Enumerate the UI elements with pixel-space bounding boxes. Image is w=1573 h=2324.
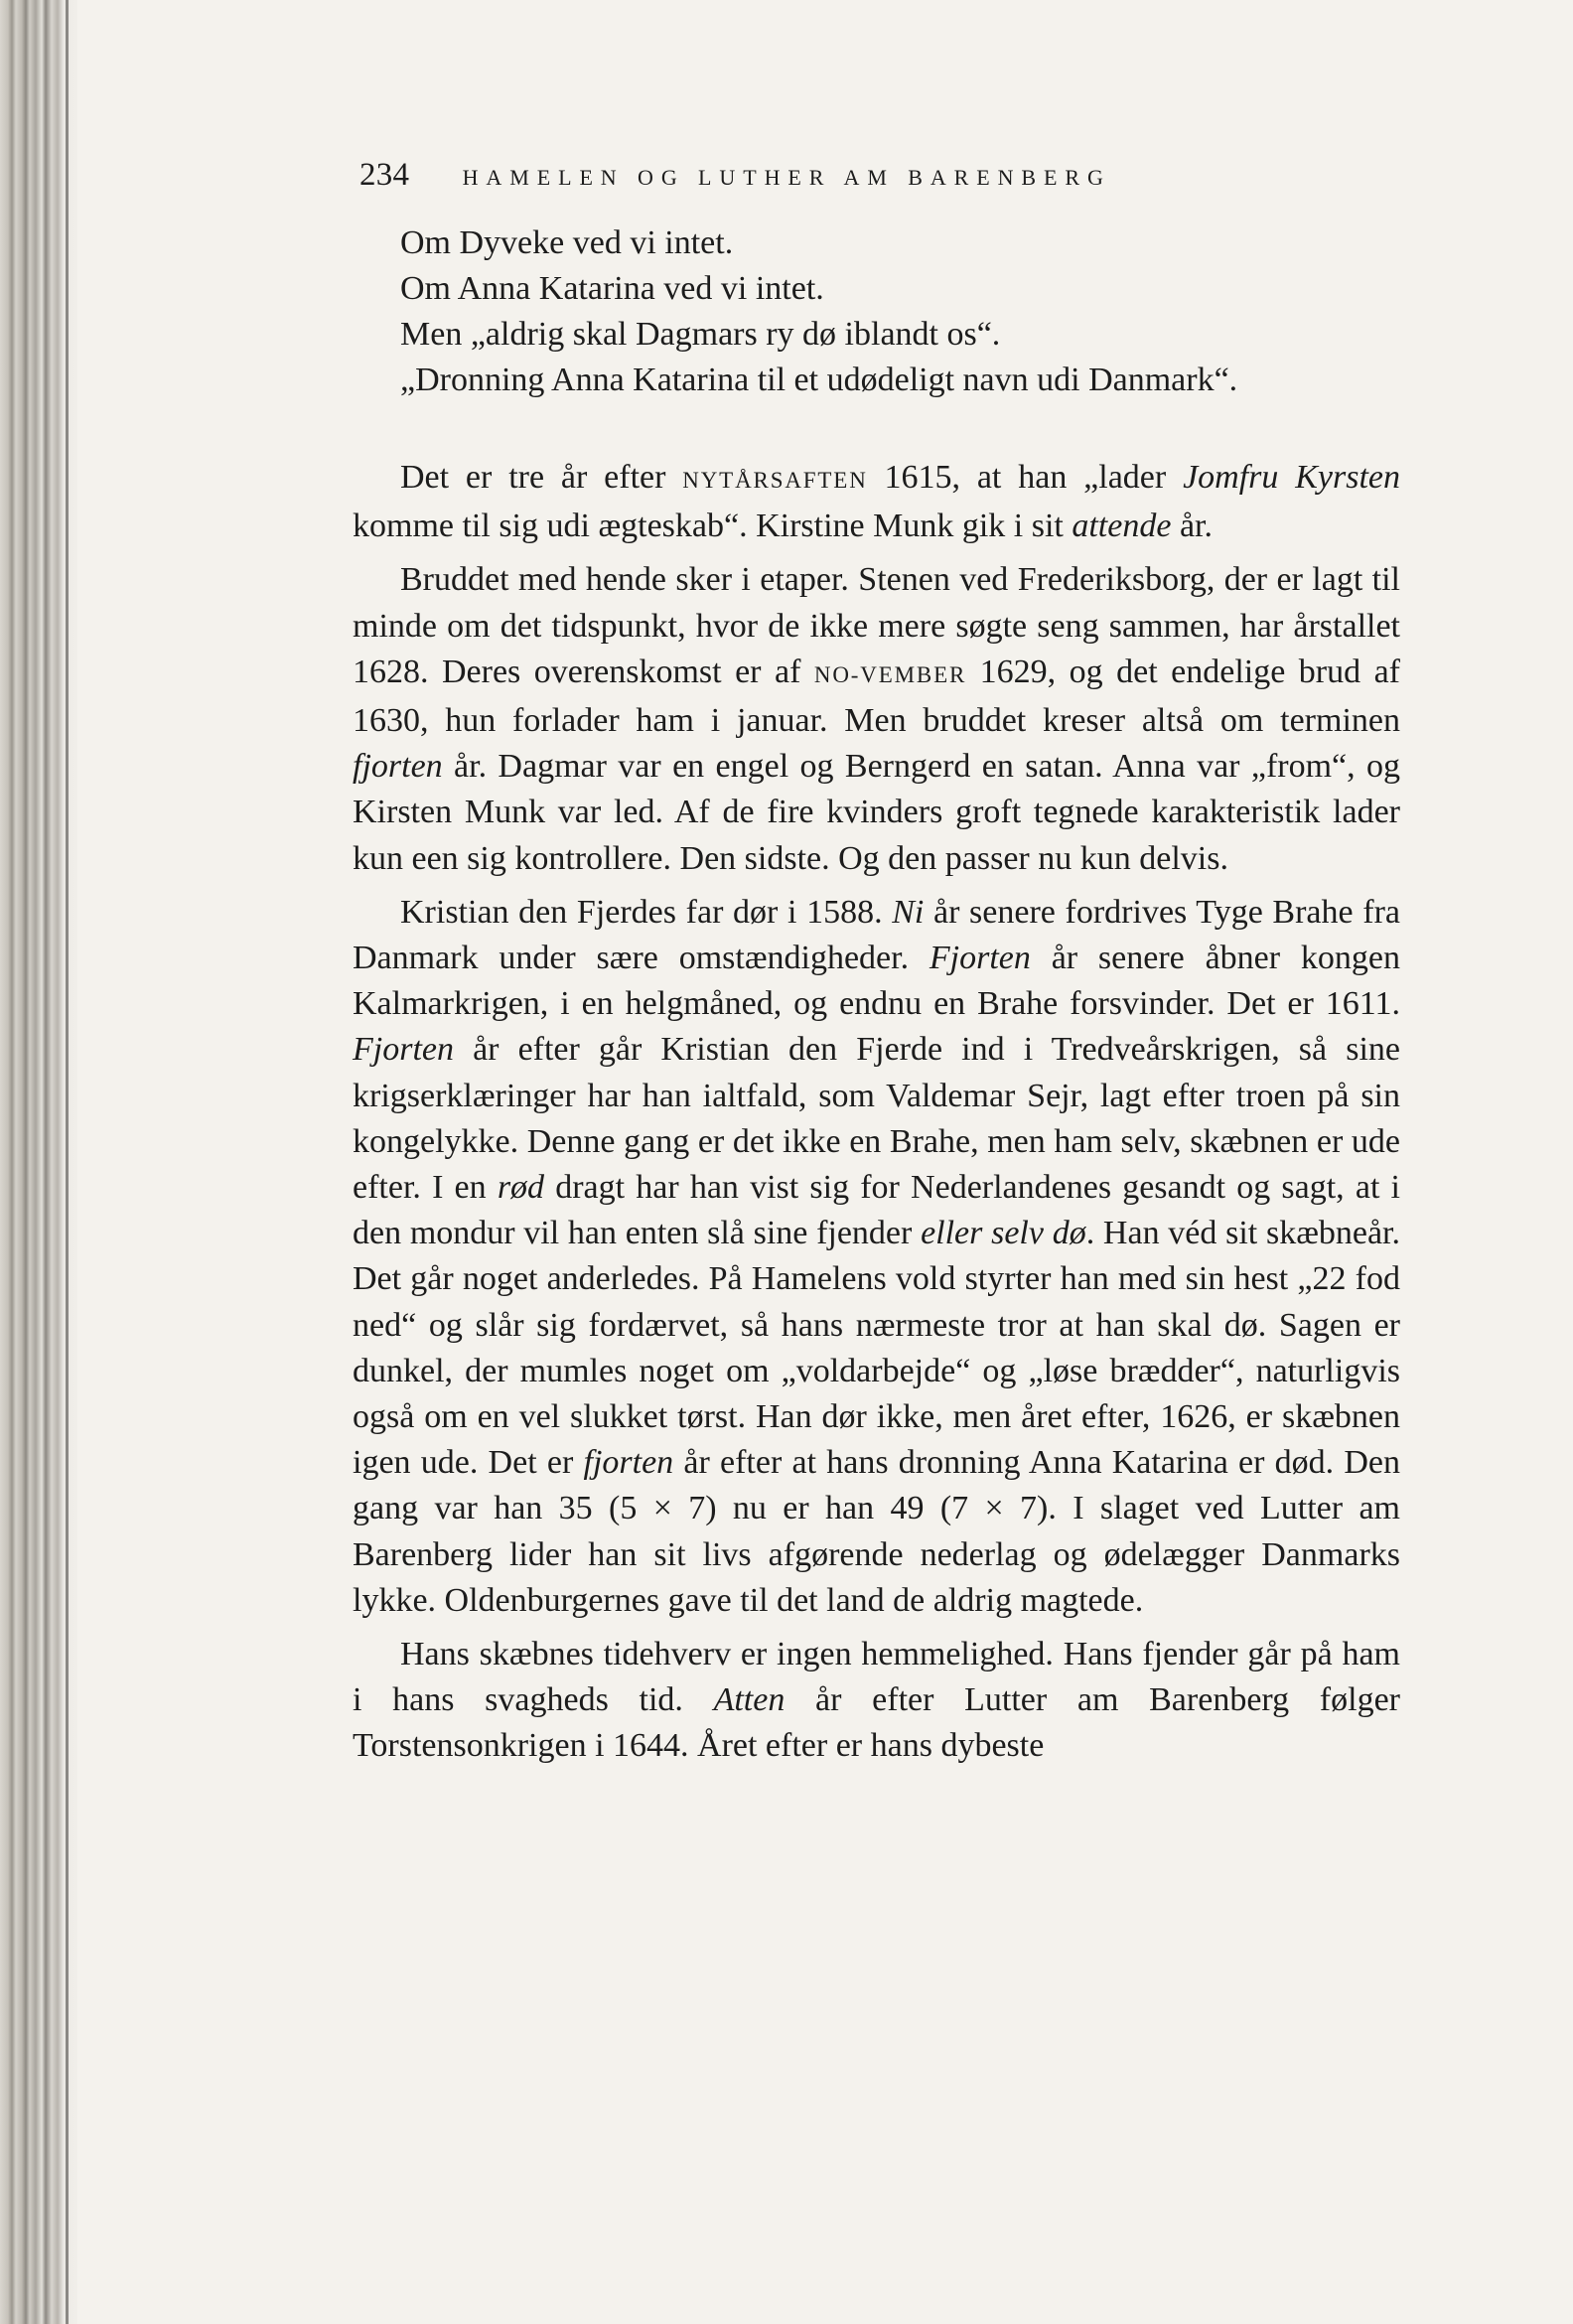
text-run: Det er tre år efter: [400, 459, 683, 496]
italic-text: fjorten: [583, 1444, 674, 1482]
text-run: Hans skæbnes tidehverv er ingen hemmelighed. Hans fjender går på ham i hans svagheds tid.: [353, 1636, 1400, 1719]
page-header: [359, 157, 1273, 197]
italic-text: rød: [497, 1169, 545, 1207]
text-run: Bruddet med hende sker i etaper. Stenen ved Frederiksborg, der er lagt til minde om det tidspunkt, hvor de ikke mere søgte seng sammen, har årstallet 1628. Deres overenskomst er af: [353, 561, 1400, 690]
text-run: år senere fordrives Tyge Brahe fra Danmark under sære omstændigheder.: [353, 893, 1400, 977]
italic-text: Fjorten: [929, 940, 1031, 977]
verse-block: [400, 220, 1393, 403]
paragraph: [353, 557, 1400, 881]
italic-text: Ni: [892, 893, 925, 931]
italic-text: eller selv dø: [921, 1215, 1086, 1252]
text-run: år.: [1171, 508, 1213, 545]
text-run: 1629, og det endelige brud af 1630, hun forlader ham i januar. Men bruddet kreser altså om terminen: [353, 653, 1400, 740]
paragraph: [353, 455, 1400, 549]
small-caps-text: NO-VEMBER: [813, 661, 967, 687]
verse-line: „Dronning Anna Katarina til et udødeligt navn udi Danmark“.: [400, 362, 1238, 398]
italic-text: fjorten: [353, 748, 443, 786]
verse-line: Om Anna Katarina ved vi intet.: [400, 270, 824, 307]
italic-text: attende: [1072, 508, 1172, 545]
paragraph: [353, 1632, 1400, 1770]
body-text: [353, 455, 1400, 1770]
text-run: år. Dagmar var en engel og Berngerd en satan. Anna var „from“, og Kirsten Munk var led. Af de fire kvinders groft tegnede karakteristik lader kun een sig kontrollere. Den sidste. Og den passer nu kun delvis.: [353, 748, 1400, 877]
text-run: år senere åbner kongen Kalmarkrigen, i en helgmåned, og endnu en Brahe forsvinder. Det er 1611.: [353, 940, 1400, 1023]
text-run: år efter Lutter am Barenberg følger Torstensonkrigen i 1644. Året efter er hans dybeste: [353, 1681, 1400, 1765]
small-caps-text: NYTÅRSAFTEN: [682, 468, 868, 493]
text-run: dragt har han vist sig for Nederlandenes gesandt og sagt, at i den mondur vil han enten slå sine fjender: [353, 1169, 1401, 1252]
text-run: år efter går Kristian den Fjerde ind i Tredveårskrigen, så sine krigserklæringer har han ialtfald, som Valdemar Sejr, lagt efter troen på sin kongelykke. Denne gang er det ikke en Brahe, men ham selv, skæbnen er ude efter. I en: [353, 1031, 1400, 1207]
italic-text: Atten: [713, 1681, 786, 1719]
text-run: år efter at hans dronning Anna Katarina er død. Den gang var han 35 (5 × 7) nu er han 49 (7 × 7). I slaget ved Lutter am Barenberg lider han sit livs afgørende nederlag og ødelægger Danmarks lykke. Oldenburgernes gave til det land de aldrig magtede.: [353, 1444, 1400, 1619]
text-run: . Han véd sit skæbneår. Det går noget anderledes. På Hamelens vold styrter han med sin hest „22 fod ned“ og slår sig fordærvet, så hans nærmeste tror at han skal dø. Sagen er dunkel, der mumles noget om „voldarbejde“ og „løse brædder“, naturligvis også om en vel slukket tørst. Han dør ikke, men året efter, 1626, er skæbnen igen ude. Det er: [353, 1215, 1400, 1482]
book-binding: [0, 0, 77, 2324]
italic-text: Jomfru Kyrsten: [1183, 459, 1400, 496]
running-head: HAMELEN OG LUTHER AM BARENBERG: [462, 165, 1111, 190]
verse-line: Om Dyveke ved vi intet.: [400, 224, 734, 261]
verse-line: Men „aldrig skal Dagmars ry dø iblandt os“.: [400, 316, 1001, 353]
text-run: Kristian den Fjerdes far dør i 1588.: [400, 893, 893, 931]
paragraph: [353, 890, 1400, 1624]
text-run: komme til sig udi ægteskab“. Kirstine Munk gik i sit: [353, 508, 1072, 545]
italic-text: Fjorten: [353, 1031, 454, 1069]
text-run: 1615, at han „lader: [867, 459, 1184, 496]
page-number: 234: [359, 157, 410, 193]
